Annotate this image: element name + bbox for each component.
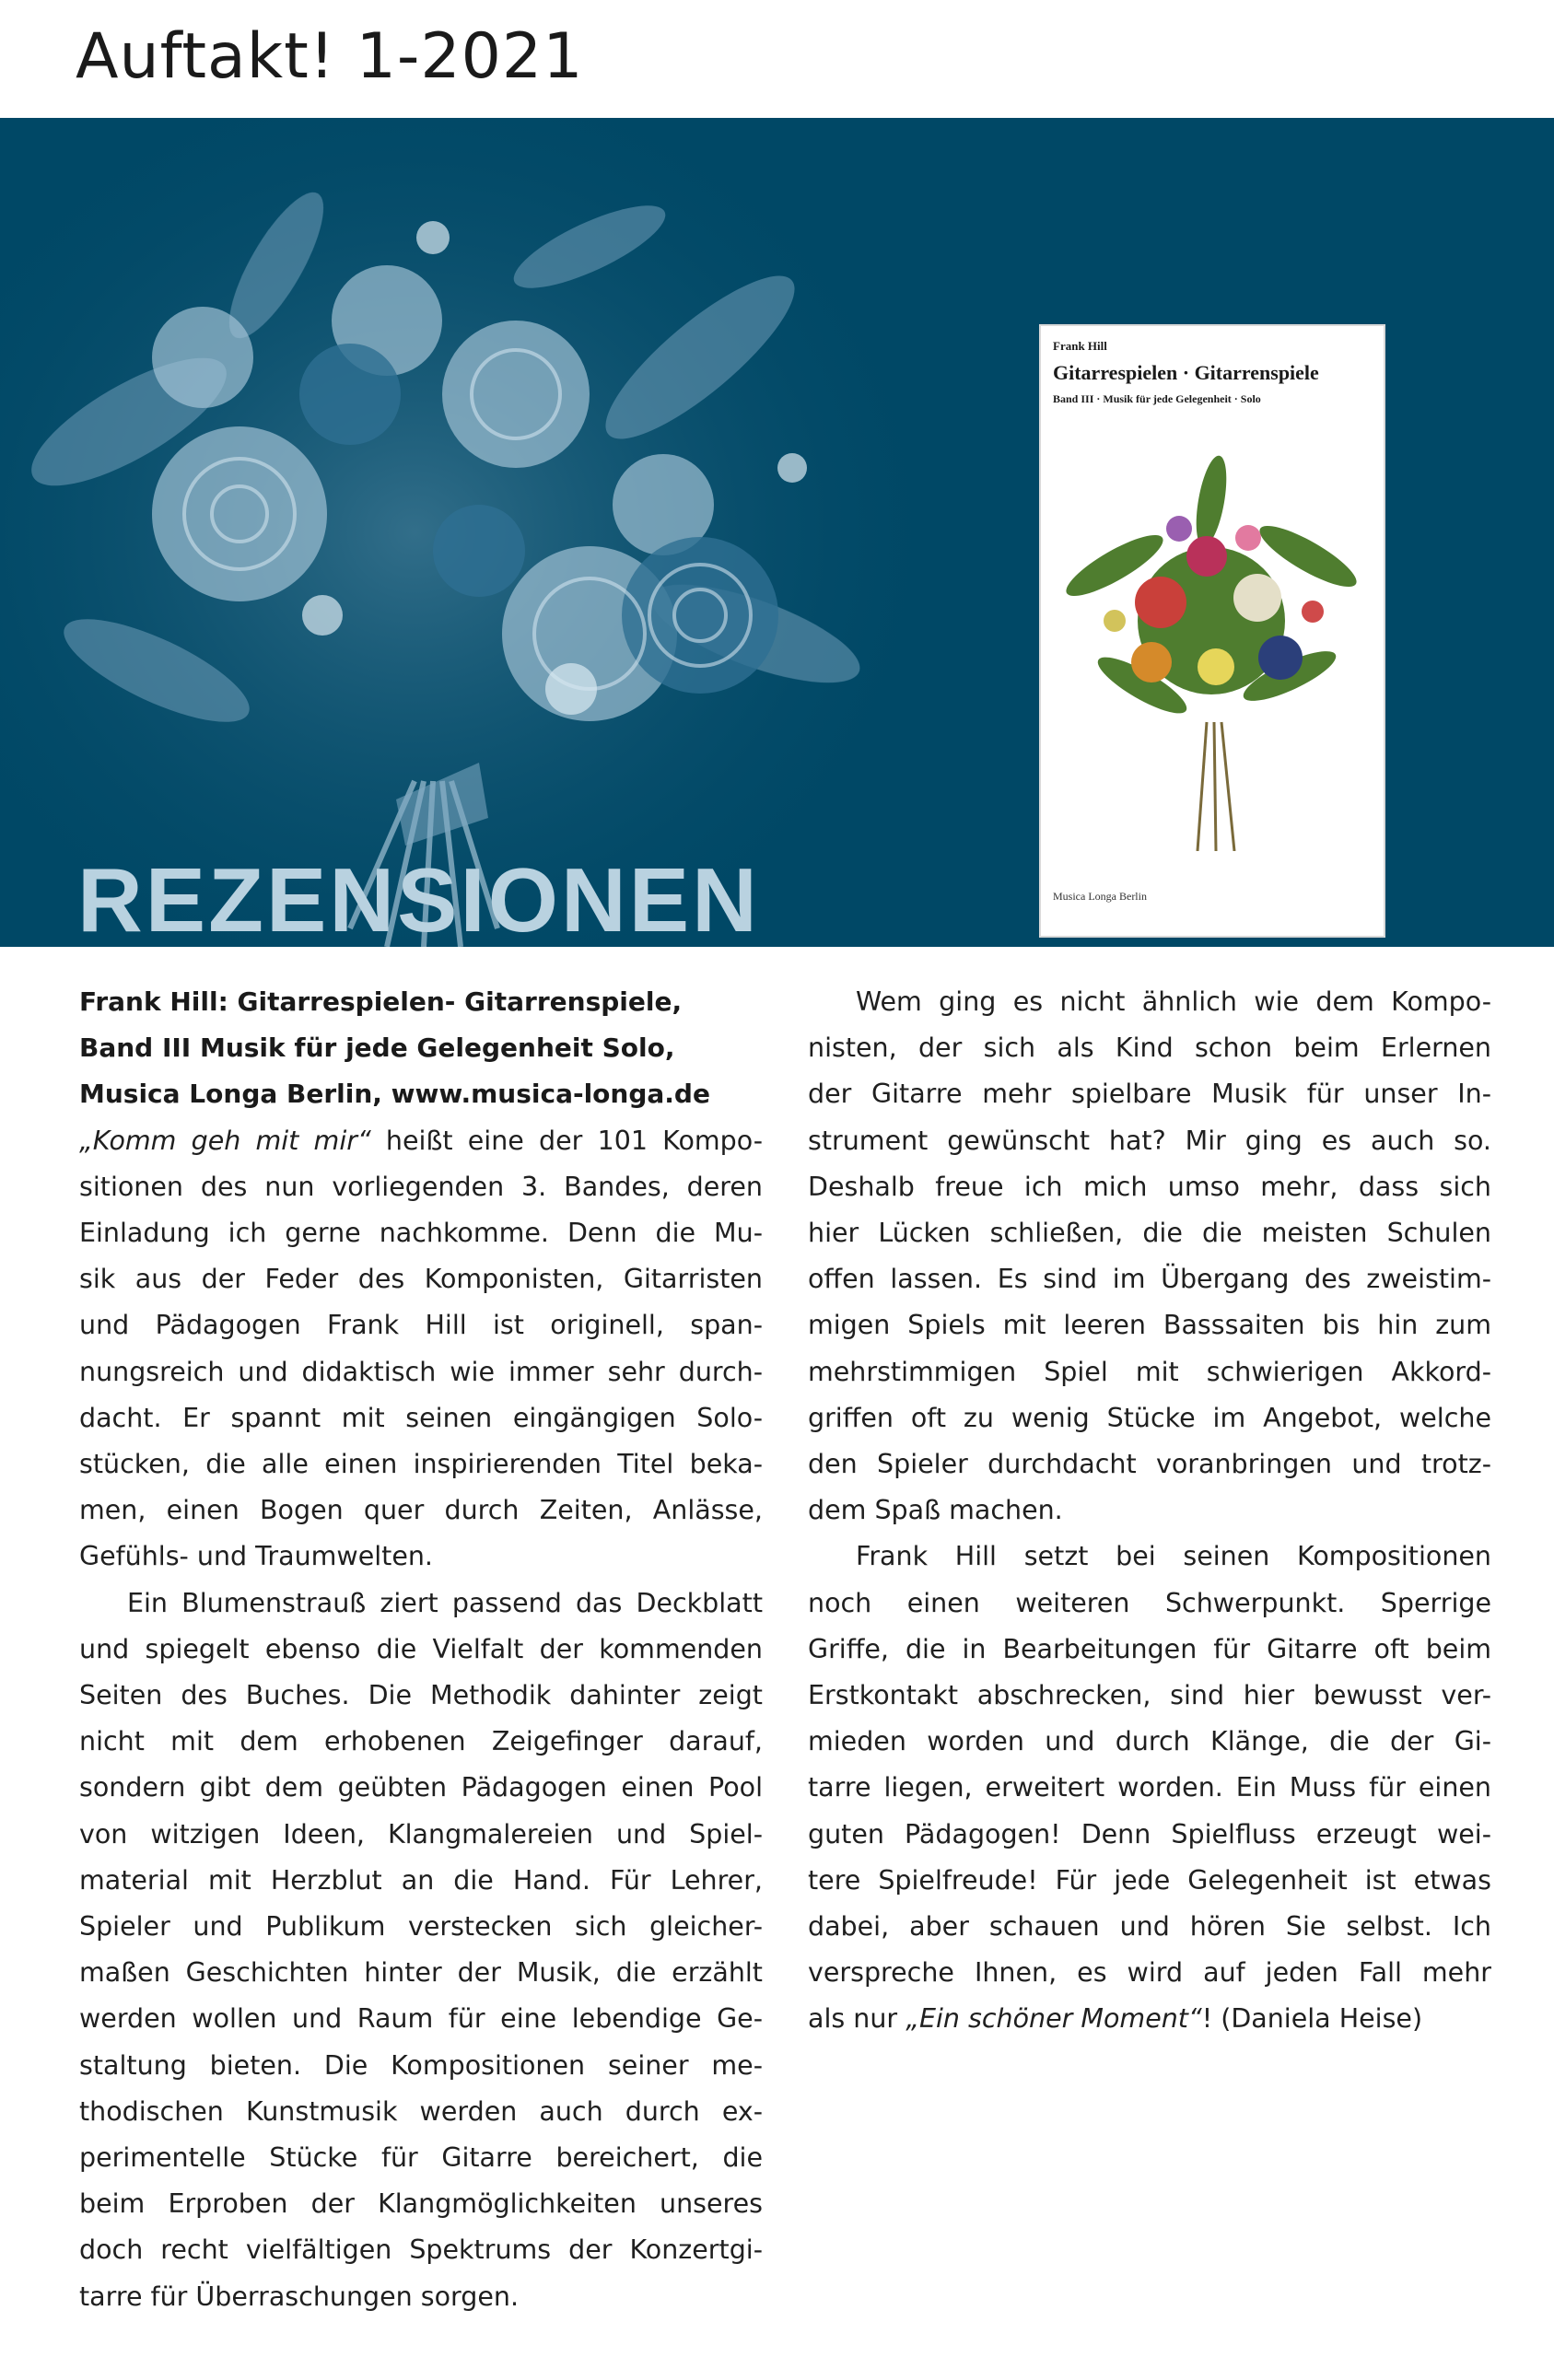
hero-banner <box>0 118 1554 947</box>
text-line: Seiten des Buches. Die Methodik dahinter zeigt <box>79 1680 763 1711</box>
text-line: dacht. Er spannt mit seinen eingängigen Solo- <box>79 1402 763 1433</box>
text-line: Ein Blumenstrauß ziert passend das Deckblatt <box>127 1587 763 1618</box>
article-heading-line-1: Frank Hill: Gitarrespielen- Gitarrenspiele, <box>79 986 683 1017</box>
text-line: Wem ging es nicht ähnlich wie dem Kompo- <box>856 986 1491 1017</box>
text-line: verspreche Ihnen, es wird auf jeden Fall mehr <box>808 1957 1491 1989</box>
text-line: sitionen des nun vorliegenden 3. Bandes, deren <box>79 1171 763 1202</box>
text-line: Spieler und Publikum verstecken sich gleicher- <box>79 1911 763 1942</box>
text-line: men, einen Bogen quer durch Zeiten, Anlässe, <box>79 1495 763 1526</box>
text-line: maßen Geschichten hinter der Musik, die erzählt <box>79 1957 763 1989</box>
text-line: nisten, der sich als Kind schon beim Erlernen <box>808 1032 1491 1064</box>
text-line: stücken, die alle einen inspirierenden Titel beka- <box>79 1449 763 1480</box>
text-line: guten Pädagogen! Denn Spielfluss erzeugt wei- <box>808 1818 1491 1849</box>
text-line: tarre liegen, erweitert worden. Ein Muss für einen <box>808 1772 1491 1803</box>
text-line: mieden worden und durch Klänge, die der Gi- <box>808 1726 1491 1757</box>
article-heading-line-2: Band III Musik für jede Gelegenheit Solo, <box>79 1032 675 1064</box>
quoted-title: „Ein schöner Moment“ <box>906 2003 1202 2035</box>
text-line: material mit Herzblut an die Hand. Für Lehrer, <box>79 1864 763 1896</box>
text-line: Erstkontakt abschrecken, sind hier bewusst ver- <box>808 1680 1491 1711</box>
cover-author: Frank Hill <box>1053 339 1107 353</box>
cover-title: Gitarrespielen · Gitarrenspiele <box>1053 361 1319 384</box>
text-line: perimentelle Stücke für Gitarre bereichert, die <box>79 2142 763 2174</box>
text-line: offen lassen. Es sind im Übergang des zweistim- <box>808 1264 1491 1295</box>
text-line: griffen oft zu wenig Stücke im Angebot, welche <box>808 1402 1491 1433</box>
text-line: strument gewünscht hat? Mir ging es auch so. <box>808 1125 1491 1156</box>
cover-bouquet-image <box>1059 446 1363 851</box>
text-line: nungsreich und didaktisch wie immer sehr durch- <box>79 1356 763 1387</box>
text-line: Einladung ich gerne nachkomme. Denn die Mu- <box>79 1218 763 1249</box>
text-line: nicht mit dem erhobenen Zeigefinger darauf, <box>79 1726 763 1757</box>
text-line: staltung bieten. Die Kompositionen seiner me- <box>79 2049 763 2081</box>
text-line: noch einen weiteren Schwerpunkt. Sperrige <box>808 1587 1491 1618</box>
text-line: und spiegelt ebenso die Vielfalt der kommenden <box>79 1633 763 1664</box>
text-line: dem Spaß machen. <box>808 1495 1063 1526</box>
article-right-column <box>808 979 1491 2043</box>
text-line: beim Erproben der Klangmöglichkeiten unseres <box>79 2188 763 2220</box>
section-title: REZENSIONEN <box>77 849 760 947</box>
text-line: sondern gibt dem geübten Pädagogen einen Pool <box>79 1772 763 1803</box>
text-line: tarre für Überraschungen sorgen. <box>79 2281 519 2312</box>
text-line: dabei, aber schauen und hören Sie selbst. Ich <box>808 1911 1491 1942</box>
page-header <box>0 0 1554 118</box>
issue-title: Auftakt! 1-2021 <box>76 20 584 93</box>
text-line: Deshalb freue ich mich umso mehr, dass sich <box>808 1171 1491 1202</box>
text-line: thodischen Kunstmusik werden auch durch ex- <box>79 2095 763 2127</box>
text-line: hier Lücken schließen, die die meisten Schulen <box>808 1218 1491 1249</box>
text-line: tere Spielfreude! Für jede Gelegenheit ist etwas <box>808 1864 1491 1896</box>
text-line: migen Spiels mit leeren Basssaiten bis hin zum <box>808 1310 1491 1341</box>
text-line: Gefühls- und Traumwelten. <box>79 1541 433 1572</box>
book-cover <box>1041 326 1384 936</box>
cover-publisher: Musica Longa Berlin <box>1053 890 1147 903</box>
text-line: „Komm geh mit mir“ heißt eine der 101 Kompo- <box>79 1125 763 1156</box>
text-line: als nur „Ein schöner Moment“! (Daniela Heise) <box>808 2003 1423 2035</box>
text-line: doch recht vielfältigen Spektrums der Konzertgi- <box>79 2234 763 2266</box>
text-line: der Gitarre mehr spielbare Musik für unser In- <box>808 1079 1491 1110</box>
quoted-title: „Komm geh mit mir“ <box>79 1125 371 1156</box>
article-left-column <box>79 979 763 2320</box>
text-line: mehrstimmigen Spiel mit schwierigen Akkord- <box>808 1356 1491 1387</box>
text-line: werden wollen und Raum für eine lebendige Ge- <box>79 2003 763 2035</box>
cover-subtitle: Band III · Musik für jede Gelegenheit · Solo <box>1053 392 1261 405</box>
text-line: von witzigen Ideen, Klangmalereien und Spiel- <box>79 1818 763 1849</box>
text-line: sik aus der Feder des Komponisten, Gitarristen <box>79 1264 763 1295</box>
text-line: den Spieler durchdacht voranbringen und trotz- <box>808 1449 1491 1480</box>
text-line: und Pädagogen Frank Hill ist originell, span- <box>79 1310 763 1341</box>
article-heading-line-3: Musica Longa Berlin, www.musica-longa.de <box>79 1079 710 1110</box>
text-line: Frank Hill setzt bei seinen Kompositionen <box>856 1541 1491 1572</box>
text-line: Griffe, die in Bearbeitungen für Gitarre oft beim <box>808 1633 1491 1664</box>
